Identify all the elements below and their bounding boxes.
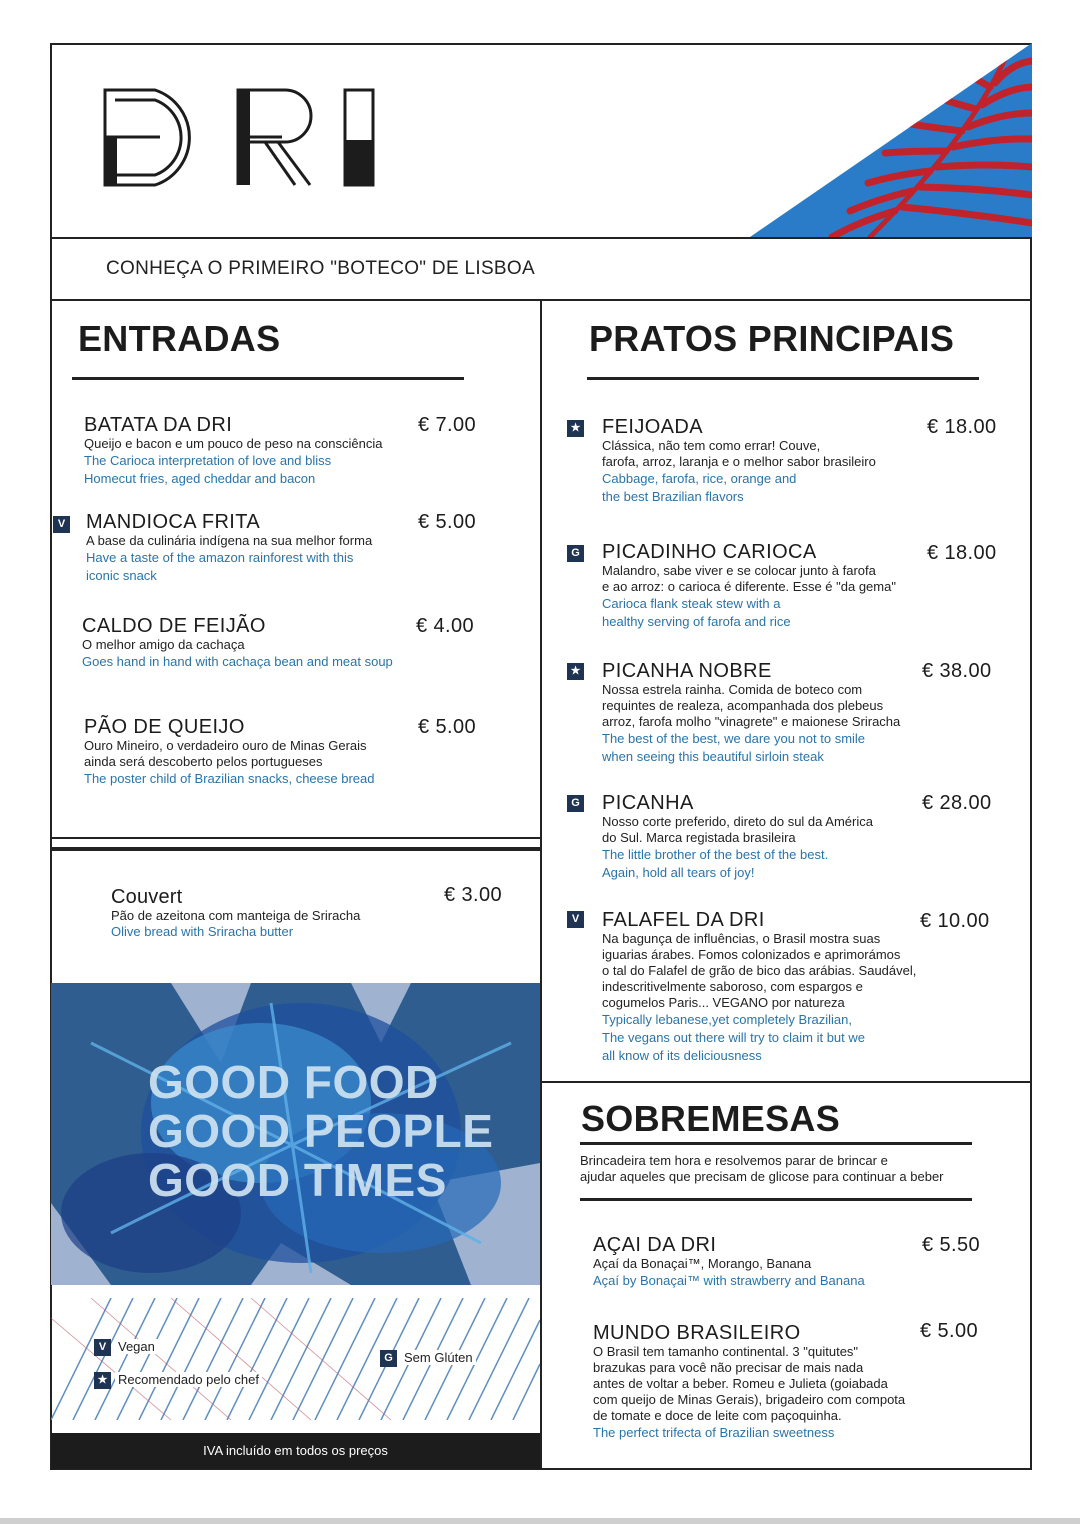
item-description-pt: Pão de azeitona com manteiga de Sriracha — [111, 908, 361, 923]
item-description-pt: O Brasil tem tamanho continental. 3 "quitutes" brazukas para você não precisar de mais nada antes de voltar a beber. Romeu e Julieta (goiabada com queijo de Minas Gerais), brigadeiro com compota de tomate e doce de leite com paçoquinha. — [593, 1344, 906, 1423]
tagline: CONHEÇA O PRIMEIRO "BOTECO" DE LISBOA — [106, 258, 535, 279]
gluten-free-badge-icon: G — [380, 1350, 397, 1367]
menu-item — [84, 414, 414, 488]
leaf-triangle-decoration — [750, 43, 1032, 237]
item-description-en: Typically lebanese,yet completely Brazilian, The vegans out there will try to claim it but we all know of its deliciousness — [602, 1012, 866, 1063]
legend-label-gluten-free: Sem Glúten — [401, 1350, 476, 1365]
item-description-pt: Nossa estrela rainha. Comida de boteco com requintes de realeza, acompanhada dos plebeus arroz, farofa molho "vinagrete" e maionese Sriracha — [602, 682, 901, 729]
item-price: € 18.00 — [927, 542, 997, 564]
menu-item — [602, 541, 922, 631]
item-description-en: Cabbage, farofa, rice, orange and the best Brazilian flavors — [602, 471, 797, 504]
item-price: € 3.00 — [444, 884, 503, 906]
chef-recommended-badge-icon: ★ — [567, 420, 584, 437]
item-price: € 7.00 — [418, 414, 477, 436]
pratos-divider — [540, 1081, 1032, 1083]
item-description-pt: Nosso corte preferido, direto do sul da América do Sul. Marca registada brasileira — [602, 814, 873, 845]
item-name: Couvert — [111, 886, 183, 908]
footer-bar — [51, 1433, 540, 1469]
vegan-badge-icon: V — [94, 1339, 111, 1356]
vegan-badge-icon: V — [567, 911, 584, 928]
chef-recommended-badge-icon: ★ — [94, 1372, 111, 1389]
item-description-en: Goes hand in hand with cachaça bean and meat soup — [82, 654, 393, 669]
header-divider — [50, 237, 1032, 239]
dri-logo — [100, 85, 390, 195]
item-name: AÇAI DA DRI — [593, 1234, 717, 1256]
menu-item — [86, 511, 416, 585]
item-price: € 5.00 — [418, 716, 477, 738]
item-price: € 5.00 — [920, 1320, 979, 1342]
sobremesas-intro-rule — [580, 1198, 972, 1201]
item-description-pt: Queijo e bacon e um pouco de peso na consciência — [84, 436, 383, 451]
gluten-free-badge-icon: G — [567, 545, 584, 562]
item-description-pt: Malandro, sabe viver e se colocar junto à farofa e ao arroz: o carioca é diferente. Esse é "da gema" — [602, 563, 896, 594]
item-price: € 10.00 — [920, 910, 990, 932]
column-divider — [540, 299, 542, 1470]
item-price: € 38.00 — [922, 660, 992, 682]
menu-item — [602, 416, 922, 506]
menu-item — [82, 615, 422, 671]
item-description-en: The poster child of Brazilian snacks, cheese bread — [84, 771, 375, 786]
page-bottom-edge — [0, 1518, 1080, 1524]
item-description-en: The best of the best, we dare you not to smile when seeing this beautiful sirloin steak — [602, 731, 866, 764]
sobremesas-intro: Brincadeira tem hora e resolvemos parar de brincar e ajudar aqueles que precisam de glicose para continuar a beber — [580, 1153, 944, 1184]
item-name: MANDIOCA FRITA — [86, 511, 261, 533]
item-description-en: Açaí by Bonaçai™ with strawberry and Banana — [593, 1273, 865, 1288]
entradas-divider — [50, 837, 540, 839]
item-description-en: The Carioca interpretation of love and bliss Homecut fries, aged cheddar and bacon — [84, 453, 332, 486]
item-description-pt: Clássica, não tem como errar! Couve, farofa, arroz, laranja e o melhor sabor brasileiro — [602, 438, 876, 469]
menu-item — [602, 660, 922, 766]
pratos-title-rule — [587, 377, 979, 380]
legend-label-vegan: Vegan — [115, 1339, 158, 1354]
item-price: € 5.50 — [922, 1234, 981, 1256]
entradas-title-rule — [72, 377, 464, 380]
menu-item — [602, 909, 922, 1065]
item-name: PICANHA NOBRE — [602, 660, 772, 682]
item-name: BATATA DA DRI — [84, 414, 233, 436]
slogan: GOOD FOOD GOOD PEOPLE GOOD TIMES — [148, 1056, 494, 1206]
item-description-pt: Açaí da Bonaçai™, Morango, Banana — [593, 1256, 812, 1271]
item-description-en: Carioca flank steak stew with a healthy serving of farofa and rice — [602, 596, 791, 629]
item-description-en: Olive bread with Sriracha butter — [111, 924, 294, 939]
item-name: PICANHA — [602, 792, 694, 814]
item-name: MUNDO BRASILEIRO — [593, 1322, 801, 1344]
sobremesas-title-rule — [580, 1142, 972, 1145]
menu-item — [593, 1234, 913, 1290]
item-name: PICADINHO CARIOCA — [602, 541, 817, 563]
gluten-free-badge-icon: G — [567, 795, 584, 812]
item-description-en: Have a taste of the amazon rainforest with this iconic snack — [86, 550, 354, 583]
footer-text: IVA incluído em todos os preços — [203, 1443, 388, 1458]
menu-item — [602, 792, 922, 882]
item-name: FALAFEL DA DRI — [602, 909, 765, 931]
legend-label-chef: Recomendado pelo chef — [115, 1372, 262, 1387]
item-description-en: The little brother of the best of the best. Again, hold all tears of joy! — [602, 847, 829, 880]
item-description-pt: Na bagunça de influências, o Brasil mostra suas iguarias árabes. Fomos colonizados e aprimorámos o tal do Falafel de grão de bico das arábias. Saudável, indescritivelmente saboroso, com espargos e cogumelos Paris... VEGANO por natureza — [602, 931, 917, 1010]
item-price: € 4.00 — [416, 615, 475, 637]
item-description-pt: A base da culinária indígena na sua melhor forma — [86, 533, 373, 548]
item-name: PÃO DE QUEIJO — [84, 716, 245, 738]
menu-item — [593, 1322, 923, 1442]
item-name: CALDO DE FEIJÃO — [82, 615, 266, 637]
item-description-pt: O melhor amigo da cachaça — [82, 637, 245, 652]
menu-item — [84, 716, 414, 788]
sobremesas-title: SOBREMESAS — [581, 1098, 841, 1139]
chef-recommended-badge-icon: ★ — [567, 663, 584, 680]
entradas-title: ENTRADAS — [78, 318, 281, 359]
item-price: € 28.00 — [922, 792, 992, 814]
item-price: € 18.00 — [927, 416, 997, 438]
vegan-badge-icon: V — [53, 516, 70, 533]
item-price: € 5.00 — [418, 511, 477, 533]
couvert-item — [111, 886, 441, 940]
pratos-title: PRATOS PRINCIPAIS — [589, 318, 955, 359]
item-description-pt: Ouro Mineiro, o verdadeiro ouro de Minas Gerais ainda será descoberto pelos portugueses — [84, 738, 367, 769]
item-description-en: The perfect trifecta of Brazilian sweetness — [593, 1425, 835, 1440]
couvert-top-divider — [50, 847, 540, 851]
item-name: FEIJOADA — [602, 416, 703, 438]
